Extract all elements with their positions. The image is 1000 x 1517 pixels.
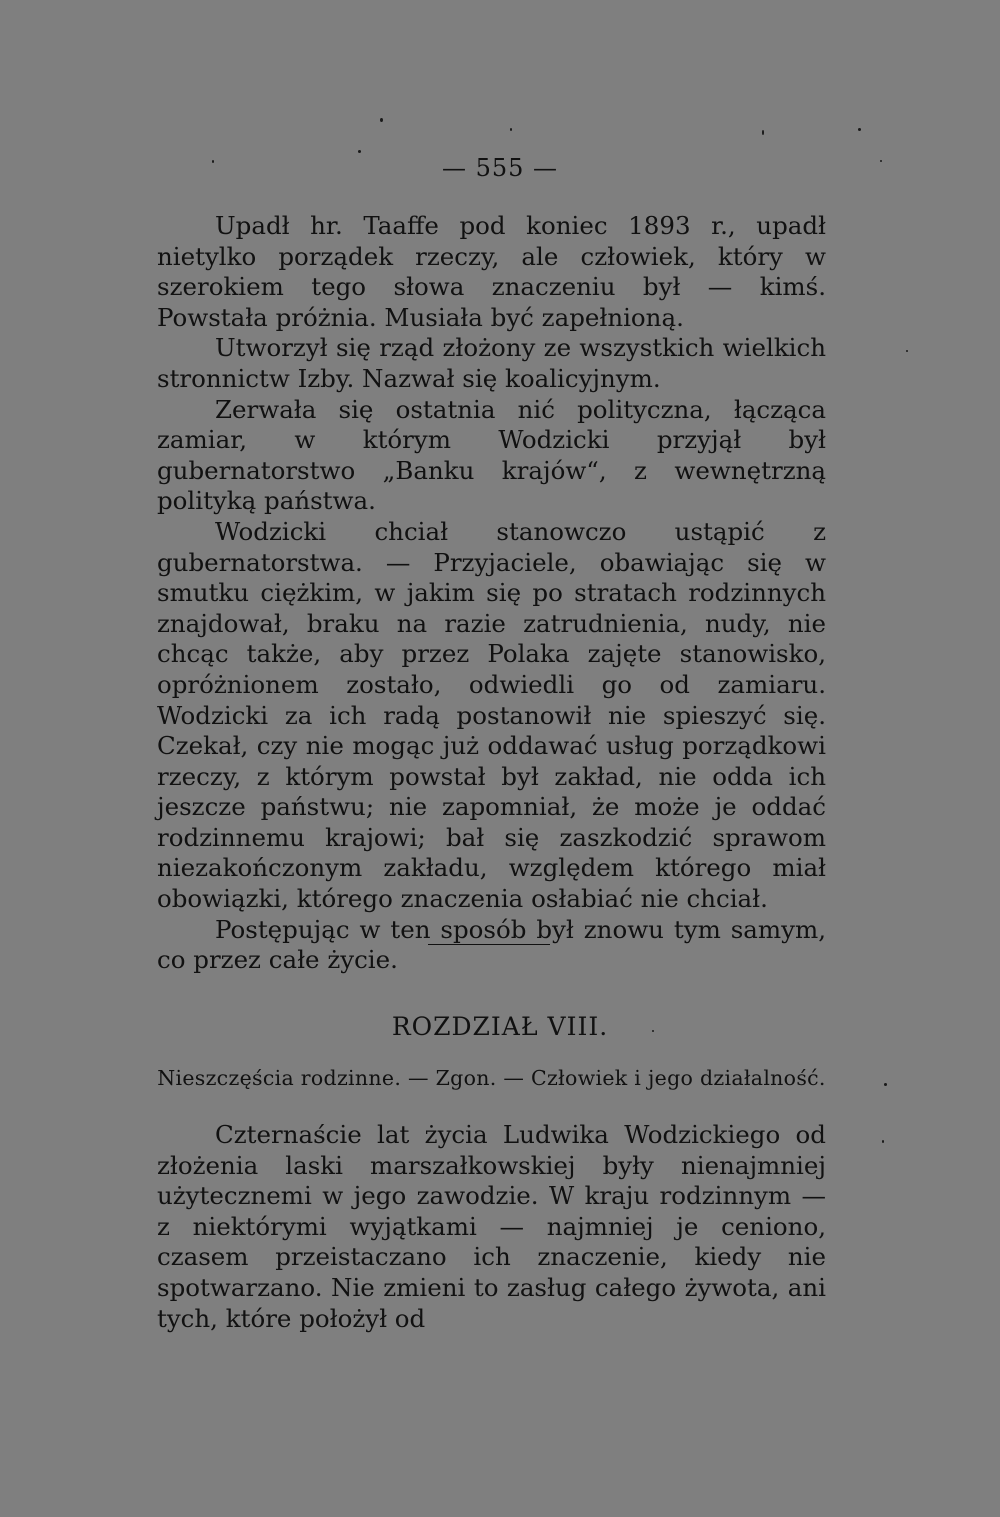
page-number: — 555 — — [441, 154, 559, 182]
scan-speck — [652, 1030, 654, 1032]
paragraph: Utworzył się rząd złożony ze wszystkich wielkich stronnictw Izby. Nazwał się koalicyjnym. — [157, 333, 826, 393]
scan-speck — [880, 160, 882, 162]
section-divider — [428, 944, 550, 945]
scan-speck — [358, 150, 361, 153]
scan-speck — [858, 128, 861, 131]
scan-speck — [882, 1140, 884, 1143]
paragraph: Zerwała się ostatnia nić polityczna, łącząca zamiar, w którym Wodzicki przyjął był gubernatorstwo „Banku krajów“, z wewnętrzną polityką państwa. — [157, 394, 826, 516]
scan-speck — [380, 118, 383, 122]
paragraph: Wodzicki chciał stanowczo ustąpić z gubernatorstwa. — Przyjaciele, obawiając się w smutku ciężkim, w jakim się po stratach rodzinnych znajdował, braku na razie zatrudnienia, nudy, nie chcąc także, aby przez Polaka zajęte stanowisko, opróżnionem zostało, odwiedli go od zamiaru. Wodzicki za ich radą postanowił nie spieszyć się. Czekał, czy nie mogąc już oddawać usług porządkowi rzeczy, z którym powstał był zakład, nie odda ich jeszcze państwu; nie zapomniał, że może je oddać rodzinnemu krajowi; bał się zaszkodzić sprawom niezakończonym zakładu, względem którego miał obowiązki, którego znaczenia osłabiać nie chciał. — [157, 516, 826, 914]
chapter-summary: Nieszczęścia rodzinne. — Zgon. — Człowiek i jego działalność. — [157, 1066, 826, 1090]
scan-speck — [510, 128, 512, 131]
paragraph: Postępując w ten sposób był znowu tym samym, co przez całe życie. — [157, 914, 826, 975]
scan-speck — [762, 130, 764, 135]
paragraph: Upadł hr. Taaffe pod koniec 1893 r., upadł nietylko porządek rzeczy, ale człowiek, który w szerokiem tego słowa znaczeniu był — kimś. Powstała próżnia. Musiała być zapełnioną. — [157, 211, 826, 332]
chapter-title: ROZDZIAŁ VIII. — [391, 1012, 609, 1041]
scan-speck — [212, 160, 214, 163]
paragraph: Czternaście lat życia Ludwika Wodzickiego od złożenia laski marszałkowskiej były nienajmniej użytecznemi w jego zawodzie. W kraju rodzinnym — z niektórymi wyjątkami — najmniej je ceniono, czasem przeistaczano ich znaczenie, kiedy nie spotwarzano. Nie zmieni to zasług całego żywota, ani tych, które położył od — [157, 1120, 826, 1333]
scan-speck — [906, 350, 908, 352]
body-text-bottom — [157, 1120, 826, 1334]
body-text-top — [157, 211, 826, 976]
scan-speck — [884, 1083, 887, 1086]
